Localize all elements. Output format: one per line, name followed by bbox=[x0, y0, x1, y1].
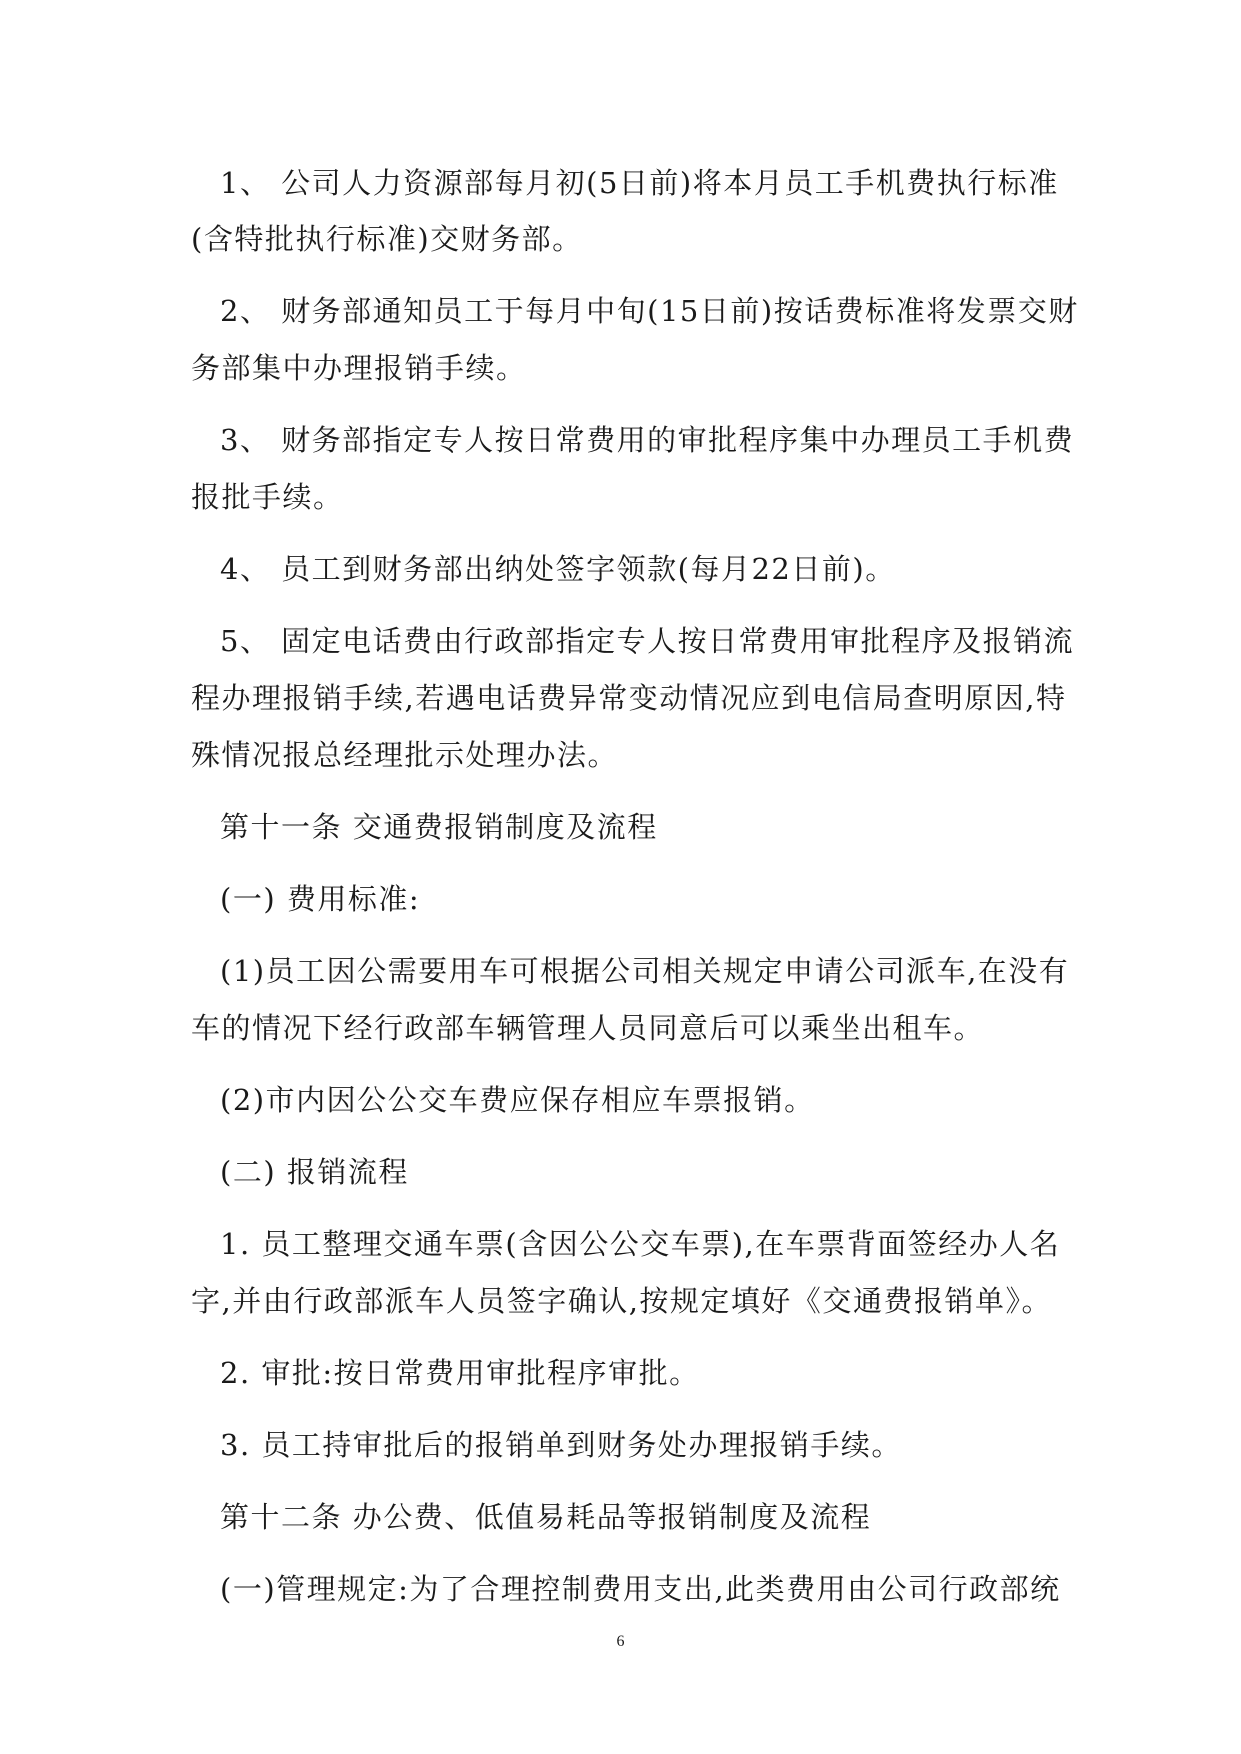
text-line: 报批手续。 bbox=[191, 480, 344, 514]
text-line: 4、 员工到财务部出纳处签字领款(每月22日前)。 bbox=[220, 552, 896, 586]
text-line: 字,并由行政部派车人员签字确认,按规定填好《交通费报销单》。 bbox=[191, 1284, 1052, 1318]
section-heading: 第十二条 办公费、低值易耗品等报销制度及流程 bbox=[220, 1500, 872, 1534]
text-line: 车的情况下经行政部车辆管理人员同意后可以乘坐出租车。 bbox=[191, 1011, 985, 1045]
text-line: 3、 财务部指定专人按日常费用的审批程序集中办理员工手机费 bbox=[220, 423, 1075, 457]
page-number: 6 bbox=[616, 1633, 625, 1650]
text-line: 2、 财务部通知员工于每月中旬(15日前)按话费标准将发票交财 bbox=[220, 294, 1079, 328]
text-line: 殊情况报总经理批示处理办法。 bbox=[191, 738, 619, 772]
text-line: 5、 固定电话费由行政部指定专人按日常费用审批程序及报销流 bbox=[220, 624, 1075, 658]
text-line: 务部集中办理报销手续。 bbox=[191, 351, 527, 385]
subsection-heading: (一) 费用标准: bbox=[220, 882, 421, 916]
text-line: 3. 员工持审批后的报销单到财务处办理报销手续。 bbox=[220, 1428, 902, 1462]
text-line: 1、 公司人力资源部每月初(5日前)将本月员工手机费执行标准 bbox=[220, 166, 1059, 200]
subsection-heading: (二) 报销流程 bbox=[220, 1155, 409, 1189]
text-line: 1. 员工整理交通车票(含因公公交车票),在车票背面签经办人名 bbox=[220, 1227, 1061, 1261]
text-line: (含特批执行标准)交财务部。 bbox=[191, 222, 583, 256]
text-line: (一)管理规定:为了合理控制费用支出,此类费用由公司行政部统 bbox=[220, 1572, 1061, 1606]
text-line: (2)市内因公公交车费应保存相应车票报销。 bbox=[220, 1083, 815, 1117]
text-line: (1)员工因公需要用车可根据公司相关规定申请公司派车,在没有 bbox=[220, 954, 1070, 988]
text-line: 2. 审批:按日常费用审批程序审批。 bbox=[220, 1356, 700, 1390]
section-heading: 第十一条 交通费报销制度及流程 bbox=[220, 810, 658, 844]
text-line: 程办理报销手续,若遇电话费异常变动情况应到电信局查明原因,特 bbox=[191, 681, 1067, 715]
